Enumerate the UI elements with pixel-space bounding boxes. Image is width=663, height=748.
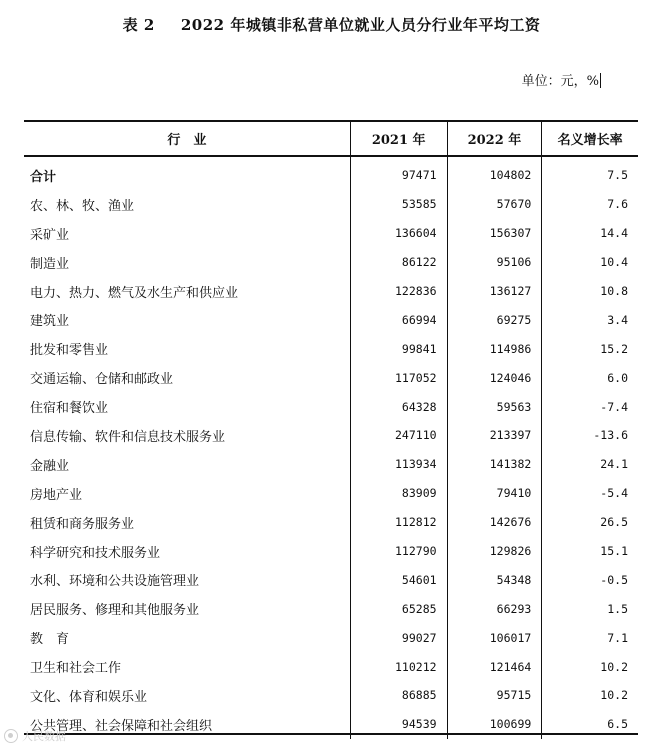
growth-cell: 14.4 <box>542 219 638 248</box>
header-2022: 2022 年 <box>447 121 542 156</box>
growth-cell: 10.8 <box>542 277 638 306</box>
table-row <box>24 248 638 277</box>
wage-2022-cell: 66293 <box>447 594 542 623</box>
wage-2021-cell: 53585 <box>350 190 447 219</box>
industry-cell: 制造业 <box>30 256 70 272</box>
wage-2022-cell: 141382 <box>447 450 542 479</box>
watermark <box>4 728 66 744</box>
table-title <box>0 14 663 35</box>
wage-2021-cell: 54601 <box>350 565 447 594</box>
table-row <box>24 305 638 334</box>
wage-2021-cell: 64328 <box>350 392 447 421</box>
wage-2021-cell: 136604 <box>350 219 447 248</box>
wage-2021-cell: 113934 <box>350 450 447 479</box>
industry-cell: 合计 <box>30 169 57 185</box>
growth-cell: 24.1 <box>542 450 638 479</box>
wage-2021-cell: 65285 <box>350 594 447 623</box>
growth-cell: -7.4 <box>542 392 638 421</box>
growth-cell: -13.6 <box>542 421 638 450</box>
industry-cell: 电力、热力、燃气及水生产和供应业 <box>30 285 239 301</box>
table-row <box>24 334 638 363</box>
wage-2021-cell: 247110 <box>350 421 447 450</box>
table-row <box>24 652 638 681</box>
wage-2022-cell: 69275 <box>447 305 542 334</box>
industry-cell: 交通运输、仓储和邮政业 <box>30 372 174 388</box>
wage-2021-cell: 86122 <box>350 248 447 277</box>
growth-cell: 7.6 <box>542 190 638 219</box>
wage-2021-cell: 97471 <box>350 156 447 190</box>
table-row <box>24 190 638 219</box>
growth-cell: 15.1 <box>542 537 638 566</box>
wage-2022-cell: 121464 <box>447 652 542 681</box>
wage-2022-cell: 213397 <box>447 421 542 450</box>
wage-2021-cell: 99841 <box>350 334 447 363</box>
wage-2022-cell: 57670 <box>447 190 542 219</box>
table-bottom-rule <box>24 733 638 735</box>
wage-2022-cell: 136127 <box>447 277 542 306</box>
unit-label <box>522 70 601 89</box>
table-row <box>24 479 638 508</box>
industry-cell: 卫生和社会工作 <box>30 661 122 677</box>
table-row <box>24 537 638 566</box>
industry-cell: 批发和零售业 <box>30 343 109 359</box>
industry-cell: 建筑业 <box>30 314 70 330</box>
wage-2022-cell: 79410 <box>447 479 542 508</box>
header-2021: 2021 年 <box>350 121 447 156</box>
wage-2021-cell: 112812 <box>350 508 447 537</box>
industry-cell: 水利、环境和公共设施管理业 <box>30 574 200 590</box>
wage-2021-cell: 99027 <box>350 623 447 652</box>
table-row <box>24 219 638 248</box>
industry-cell: 住宿和餐饮业 <box>30 401 109 417</box>
wage-2022-cell: 114986 <box>447 334 542 363</box>
growth-cell: 26.5 <box>542 508 638 537</box>
wage-2021-cell: 83909 <box>350 479 447 508</box>
wage-2022-cell: 129826 <box>447 537 542 566</box>
industry-cell: 房地产业 <box>30 487 83 503</box>
growth-cell: -5.4 <box>542 479 638 508</box>
growth-cell: 3.4 <box>542 305 638 334</box>
wage-2022-cell: 54348 <box>447 565 542 594</box>
growth-cell: 10.4 <box>542 248 638 277</box>
wage-2021-cell: 122836 <box>350 277 447 306</box>
table-row <box>24 450 638 479</box>
wage-2022-cell: 124046 <box>447 363 542 392</box>
wage-2022-cell: 156307 <box>447 219 542 248</box>
growth-cell: 10.2 <box>542 681 638 710</box>
table-row <box>24 681 638 710</box>
wage-2022-cell: 100699 <box>447 710 542 739</box>
wage-2021-cell: 86885 <box>350 681 447 710</box>
wage-2022-cell: 95715 <box>447 681 542 710</box>
table-row <box>24 421 638 450</box>
table-row <box>24 623 638 652</box>
growth-cell: 6.5 <box>542 710 638 739</box>
table-row <box>24 594 638 623</box>
industry-cell: 金融业 <box>30 458 70 474</box>
header-growth: 名义增长率 <box>542 121 638 156</box>
wage-2022-cell: 142676 <box>447 508 542 537</box>
industry-cell: 信息传输、软件和信息技术服务业 <box>30 429 226 445</box>
table-title-text: 2022 年城镇非私营单位就业人员分行业年平均工资 <box>180 16 541 34</box>
wage-2022-cell: 59563 <box>447 392 542 421</box>
growth-cell: 7.1 <box>542 623 638 652</box>
industry-cell: 居民服务、修理和其他服务业 <box>30 603 200 619</box>
table-row <box>24 508 638 537</box>
growth-cell: 7.5 <box>542 156 638 190</box>
growth-cell: 1.5 <box>542 594 638 623</box>
growth-cell: 10.2 <box>542 652 638 681</box>
table-row <box>24 565 638 594</box>
growth-cell: 6.0 <box>542 363 638 392</box>
industry-cell: 文化、体育和娱乐业 <box>30 689 148 705</box>
table-row <box>24 392 638 421</box>
industry-cell: 租赁和商务服务业 <box>30 516 135 532</box>
wage-2021-cell: 117052 <box>350 363 447 392</box>
table-row <box>24 363 638 392</box>
table-body <box>24 156 638 739</box>
wage-2022-cell: 95106 <box>447 248 542 277</box>
industry-cell: 教 育 <box>30 632 70 648</box>
table-row <box>24 156 638 190</box>
wage-2022-cell: 106017 <box>447 623 542 652</box>
industry-cell: 科学研究和技术服务业 <box>30 545 161 561</box>
table-header-row <box>24 121 638 156</box>
industry-cell: 公共管理、社会保障和社会组织 <box>30 718 213 734</box>
wage-2021-cell: 66994 <box>350 305 447 334</box>
wage-table <box>24 120 638 739</box>
growth-cell: 15.2 <box>542 334 638 363</box>
wage-2021-cell: 110212 <box>350 652 447 681</box>
table-row <box>24 277 638 306</box>
wage-2022-cell: 104802 <box>447 156 542 190</box>
industry-cell: 农、林、牧、渔业 <box>30 198 135 214</box>
industry-cell: 采矿业 <box>30 227 70 243</box>
logo-circle-icon <box>4 729 18 743</box>
growth-cell: -0.5 <box>542 565 638 594</box>
text-caret <box>600 73 601 88</box>
watermark-text: 人民数据 <box>22 730 66 743</box>
header-industry: 行 业 <box>24 121 350 156</box>
wage-2021-cell: 94539 <box>350 710 447 739</box>
unit-text: 单位：元，% <box>521 74 599 89</box>
table-number: 表 2 <box>122 16 155 34</box>
wage-2021-cell: 112790 <box>350 537 447 566</box>
